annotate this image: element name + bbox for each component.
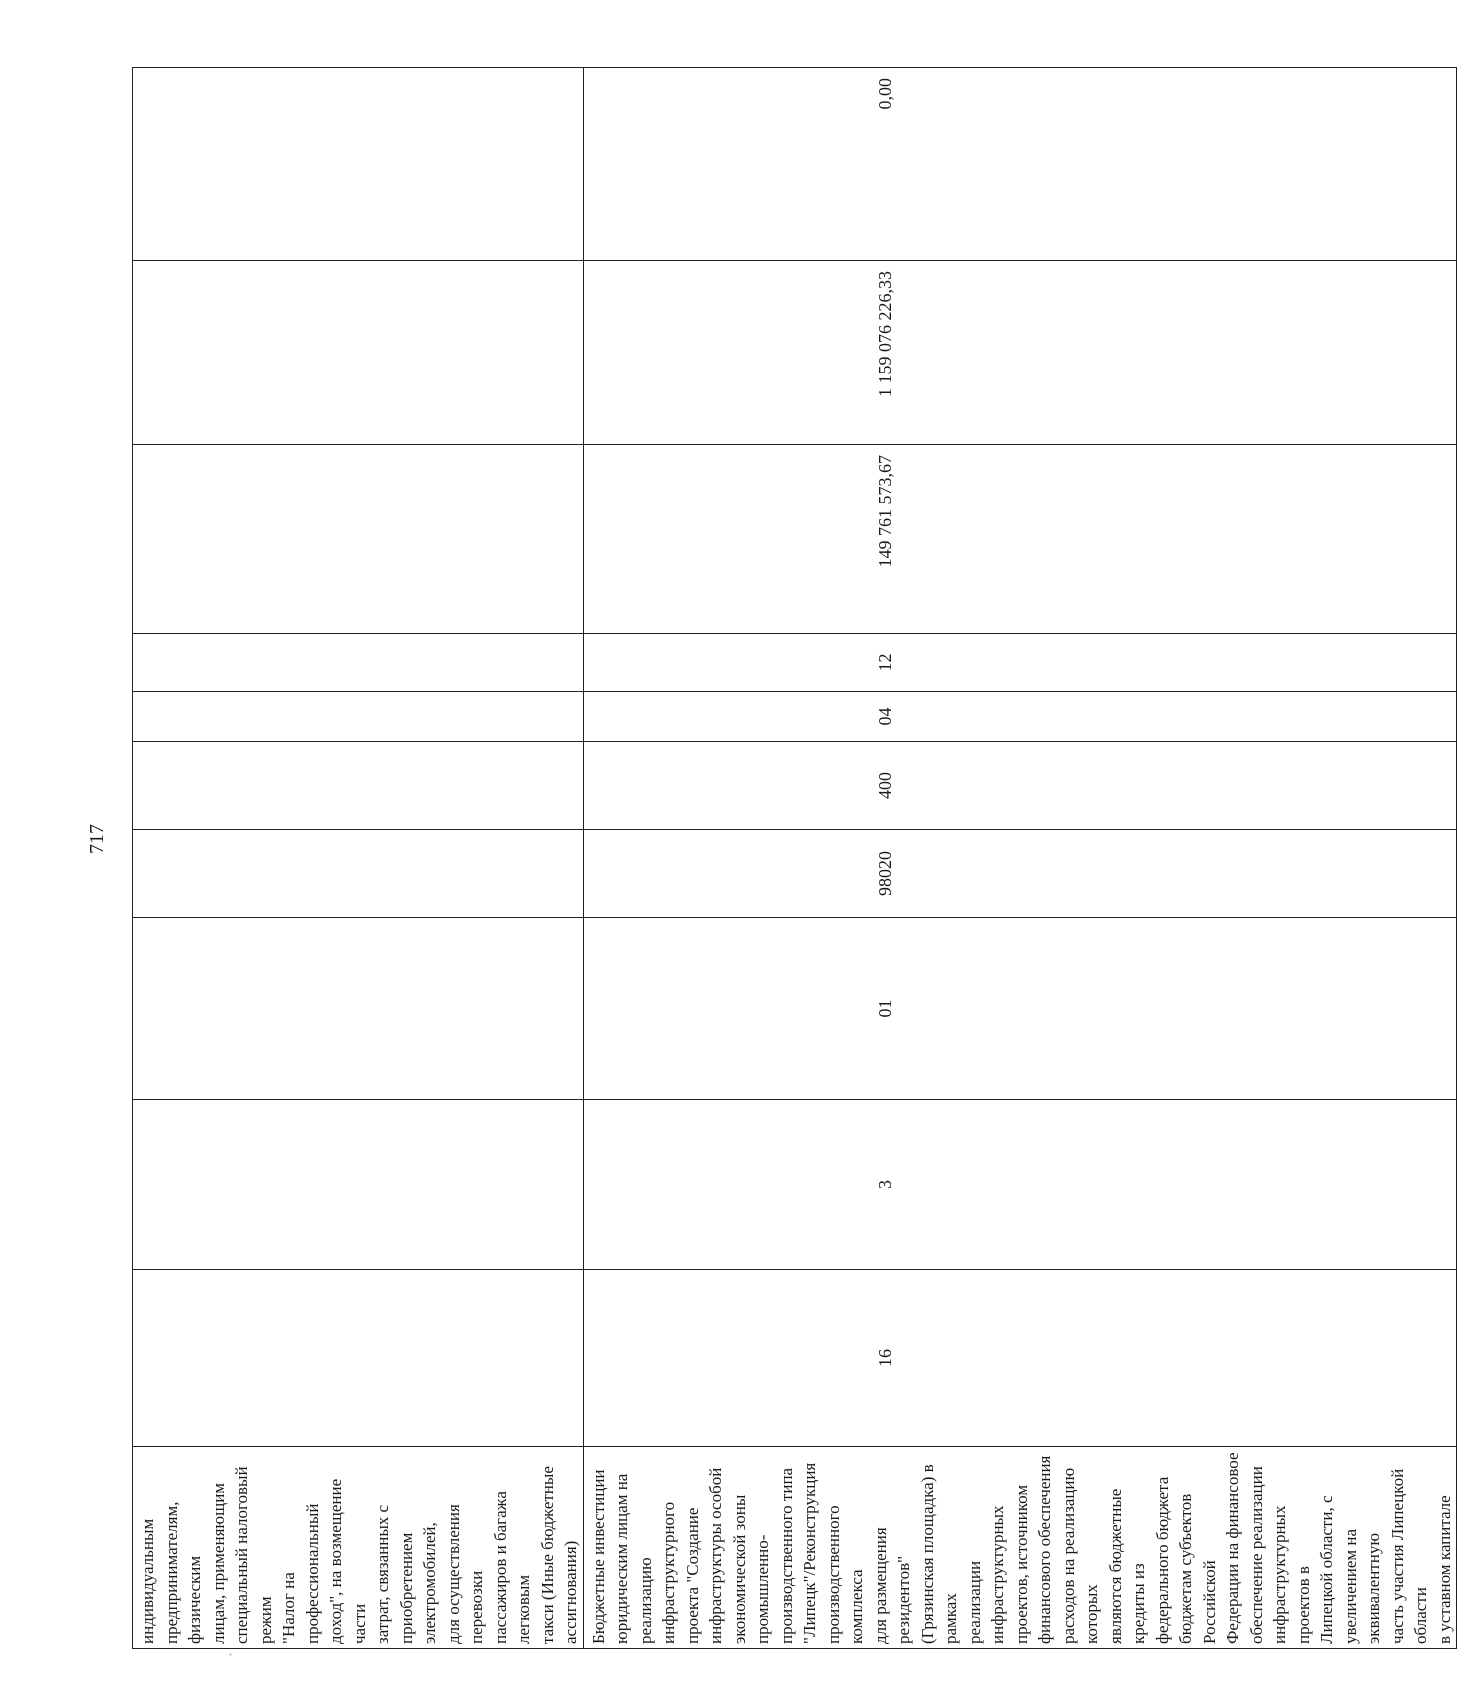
description-line: индивидуальным — [138, 1518, 157, 1644]
table-row — [133, 68, 584, 1649]
cell-amount-3: 0,00 — [583, 68, 1457, 261]
scan-speck — [229, 1653, 232, 1656]
description-line: федерального бюджета — [1152, 1476, 1172, 1644]
description-line: проектов, источником — [1011, 1484, 1031, 1644]
cell-ministry-code — [133, 1270, 584, 1447]
description-line: лицам, применяющим — [208, 1482, 228, 1644]
description-line: специальный налоговый режим — [232, 1466, 275, 1644]
description-line: доход", на возмещение части — [326, 1478, 369, 1644]
description-line: экономической зоны — [729, 1494, 749, 1644]
description-line: бюджетам субъектов Российской — [1176, 1493, 1219, 1644]
description-line: производственного типа — [776, 1467, 796, 1644]
description-line: часть участия Липецкой области — [1387, 1468, 1430, 1644]
cell-direction-code — [133, 830, 584, 918]
description-line: (Грязинская площадка) в рамках — [917, 1464, 960, 1644]
description-line: промышленно- — [753, 1534, 772, 1644]
description-line: в уставном капитале — [1434, 1495, 1454, 1644]
description-line: расходов на реализацию которых — [1058, 1467, 1101, 1644]
cell-direction-code: 98020 — [583, 830, 1457, 918]
description-line: такси (Иные бюджетные — [537, 1466, 557, 1644]
cell-subsection: 12 — [583, 634, 1457, 692]
cell-subprogram-code: 01 — [583, 918, 1457, 1100]
description-line: инфраструктурных проектов в — [1270, 1505, 1313, 1644]
cell-amount-2 — [133, 261, 584, 445]
description-line: для размещения резидентов" — [870, 1527, 913, 1644]
cell-amount-1: 149 761 573,67 — [583, 445, 1457, 634]
description-line: увеличением на эквивалентную — [1340, 1528, 1383, 1644]
cell-amount-1 — [133, 445, 584, 634]
description-line: Липецкой области, с — [1317, 1495, 1336, 1644]
cell-amount-2: 1 159 076 226,33 — [583, 261, 1457, 445]
description-line: для осуществления перевозки — [443, 1504, 486, 1644]
description-line: производственного комплекса — [823, 1505, 866, 1644]
cell-expense-type — [133, 742, 584, 830]
cell-expense-type: 400 — [583, 742, 1457, 830]
cell-ministry-code: 16 — [583, 1270, 1457, 1447]
description-line: Федерации на финансовое — [1223, 1452, 1242, 1644]
cell-section: 04 — [583, 692, 1457, 742]
description-line: "Липецк"/Реконструкция — [800, 1462, 819, 1644]
description-line: юридическим лицам на — [612, 1473, 631, 1644]
description-line: являются бюджетные кредиты из — [1105, 1488, 1148, 1644]
rotated-table-container — [132, 68, 1454, 1649]
description-line: проекта "Создание — [682, 1507, 702, 1644]
description-line: инфраструктуры особой — [706, 1467, 725, 1644]
budget-table — [132, 67, 1457, 1649]
description-line: затрат, связанных с — [373, 1504, 392, 1644]
cell-amount-3 — [133, 68, 584, 261]
table-row — [583, 68, 1457, 1649]
description-line: реализации инфраструктурных — [964, 1505, 1007, 1644]
description-line: реализацию инфраструктурного — [635, 1501, 678, 1644]
description-line: "Налог на профессиональный — [279, 1503, 322, 1644]
cell-subprogram-code — [133, 918, 584, 1100]
cell-section — [133, 692, 584, 742]
cell-subsection — [133, 634, 584, 692]
description-line: пассажиров и багажа легковым — [490, 1491, 533, 1644]
description-line: обеспечение реализации — [1246, 1466, 1266, 1644]
description-line: приобретением электромобилей, — [396, 1522, 439, 1644]
description-cell — [583, 1447, 1457, 1649]
description-line: предпринимателям, физическим — [161, 1501, 204, 1644]
description-line: финансового обеспечения — [1035, 1455, 1054, 1644]
description-line: Бюджетные инвестиции — [588, 1469, 608, 1644]
cell-program-code: 3 — [583, 1100, 1457, 1270]
page-number: 717 — [86, 824, 108, 854]
cell-program-code — [133, 1100, 584, 1270]
description-line: ассигнования) — [561, 1540, 580, 1644]
description-cell — [133, 1447, 584, 1649]
